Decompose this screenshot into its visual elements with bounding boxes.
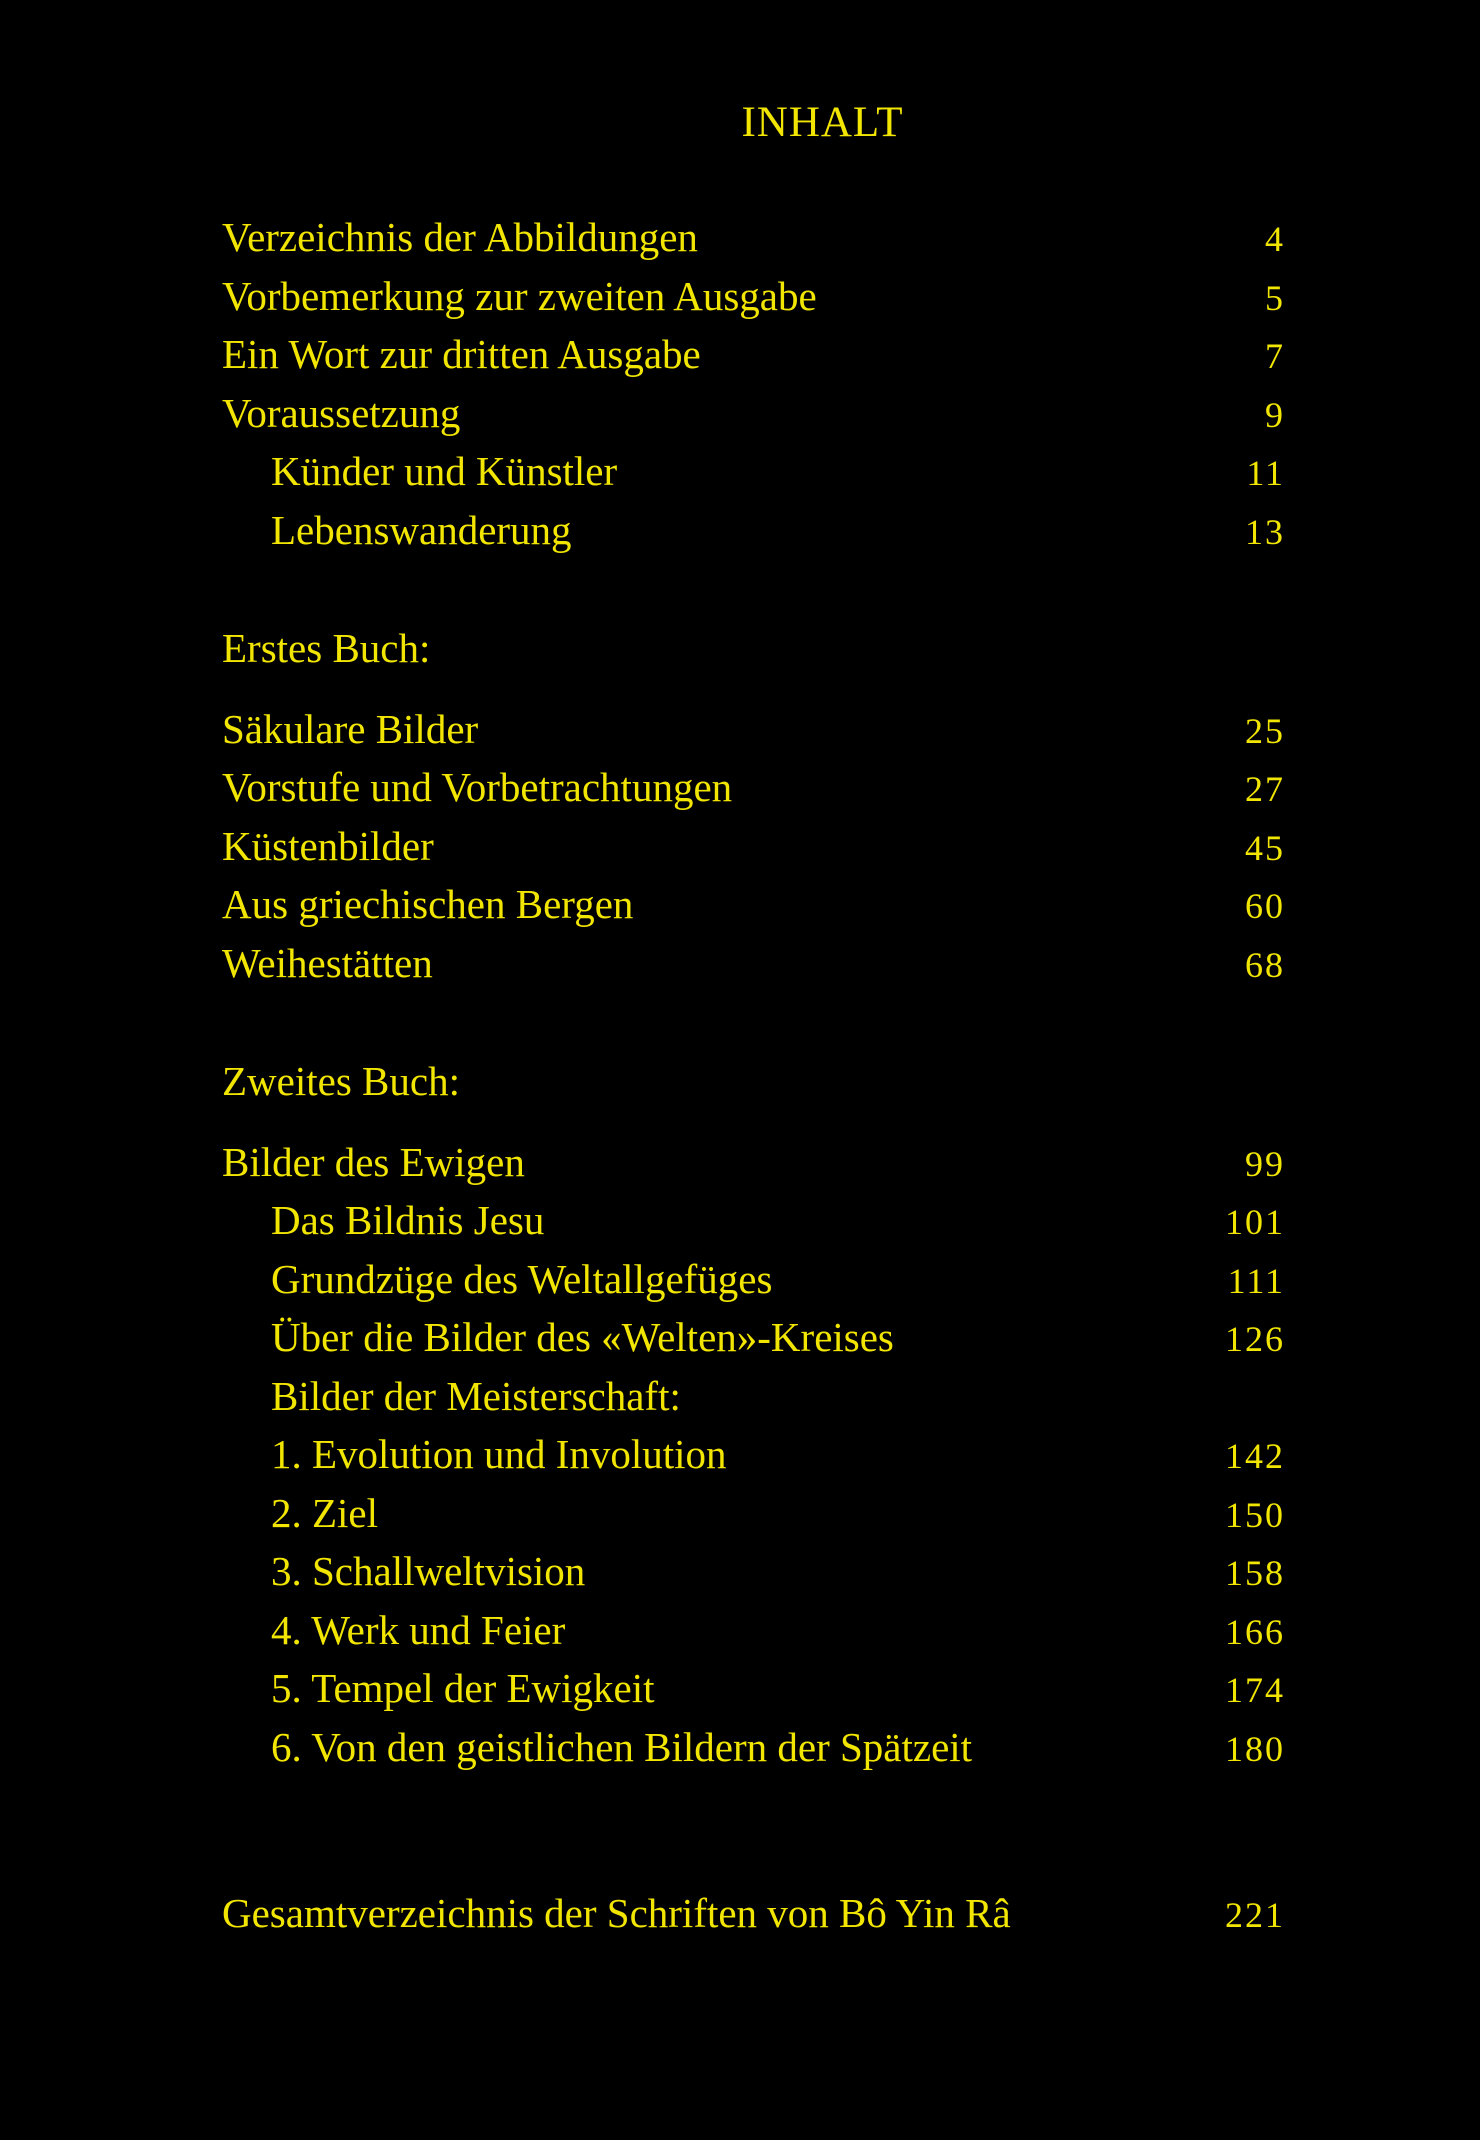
entry-page: 101 bbox=[1225, 1202, 1285, 1242]
entry-label: Vorstufe und Vorbetrachtungen bbox=[222, 764, 733, 810]
entry-label: Bilder des Ewigen bbox=[222, 1138, 525, 1185]
entry-page: 142 bbox=[1225, 1436, 1285, 1476]
toc-entry bbox=[222, 700, 1285, 759]
entry-page: 45 bbox=[1245, 827, 1285, 868]
entry-page: 11 bbox=[1246, 453, 1285, 493]
toc-entry bbox=[222, 1718, 1285, 1777]
toc-entry bbox=[222, 1367, 1285, 1426]
toc-entry bbox=[222, 325, 1285, 384]
toc-entry bbox=[222, 384, 1285, 443]
toc-entry bbox=[222, 1308, 1285, 1367]
toc-entry bbox=[222, 817, 1285, 876]
entry-page: 99 bbox=[1245, 1143, 1285, 1184]
toc-entry bbox=[222, 934, 1285, 993]
entry-label: 3. Schallweltvision bbox=[271, 1548, 586, 1594]
entry-page: 68 bbox=[1245, 944, 1285, 985]
entry-page: 126 bbox=[1225, 1319, 1285, 1359]
book2-section bbox=[222, 1052, 1285, 1776]
entry-label: Bilder der Meisterschaft: bbox=[271, 1372, 681, 1419]
entry-label: Ein Wort zur dritten Ausgabe bbox=[222, 331, 701, 377]
toc-entry bbox=[222, 1542, 1285, 1601]
book1-section bbox=[222, 619, 1285, 992]
toc-entry bbox=[222, 1659, 1285, 1718]
section-heading: Zweites Buch: bbox=[222, 1058, 460, 1104]
entry-page: 174 bbox=[1225, 1670, 1285, 1710]
toc-entry bbox=[222, 1250, 1285, 1309]
front-matter-section bbox=[222, 208, 1285, 559]
entry-page: 5 bbox=[1265, 277, 1285, 318]
toc-entry bbox=[222, 1133, 1285, 1192]
entry-page: 166 bbox=[1225, 1611, 1285, 1652]
entry-page: 13 bbox=[1245, 511, 1285, 552]
entry-page: 180 bbox=[1225, 1728, 1285, 1769]
entry-page: 111 bbox=[1227, 1260, 1285, 1301]
entry-label: Lebenswanderung bbox=[271, 506, 572, 553]
entry-label: Über die Bilder des «Welten»-Kreises bbox=[271, 1314, 894, 1360]
entry-label: Säkulare Bilder bbox=[222, 705, 479, 752]
entry-label: Künder und Künstler bbox=[271, 448, 618, 494]
table-of-contents bbox=[222, 208, 1285, 1943]
entry-page: 25 bbox=[1245, 710, 1285, 751]
toc-entry bbox=[222, 1191, 1285, 1250]
toc-entry bbox=[222, 442, 1285, 501]
entry-page: 221 bbox=[1225, 1895, 1285, 1935]
page-title: INHALT bbox=[741, 99, 904, 146]
entry-label: Voraussetzung bbox=[222, 389, 461, 436]
toc-entry bbox=[222, 1601, 1285, 1660]
entry-label: Vorbemerkung zur zweiten Ausgabe bbox=[222, 272, 817, 319]
entry-label: Küstenbilder bbox=[222, 822, 434, 869]
entry-page: 150 bbox=[1225, 1494, 1285, 1535]
entry-page: 60 bbox=[1245, 886, 1285, 926]
toc-entry bbox=[222, 501, 1285, 560]
entry-page: 9 bbox=[1265, 394, 1285, 435]
entry-page: 158 bbox=[1225, 1553, 1285, 1593]
entry-label: Grundzüge des Weltallgefüges bbox=[271, 1255, 773, 1302]
entry-label: 2. Ziel bbox=[271, 1489, 379, 1536]
entry-label: 1. Evolution und Involution bbox=[271, 1431, 727, 1477]
entry-label: 6. Von den geistlichen Bildern der Spätzeit bbox=[271, 1723, 973, 1770]
closing-entry bbox=[222, 1884, 1285, 1943]
entry-page: 4 bbox=[1265, 219, 1285, 259]
entry-label: Gesamtverzeichnis der Schriften von Bô Yin Râ bbox=[222, 1890, 1011, 1936]
toc-entry bbox=[222, 1425, 1285, 1484]
entry-label: 5. Tempel der Ewigkeit bbox=[271, 1665, 655, 1711]
entry-label: Weihestätten bbox=[222, 939, 433, 986]
toc-entry bbox=[222, 758, 1285, 817]
entry-page: 27 bbox=[1245, 769, 1285, 809]
toc-entry bbox=[222, 1484, 1285, 1543]
entry-label: 4. Werk und Feier bbox=[271, 1606, 566, 1653]
toc-entry bbox=[222, 875, 1285, 934]
entry-label: Aus griechischen Bergen bbox=[222, 881, 634, 927]
entry-label: Verzeichnis der Abbildungen bbox=[222, 214, 698, 260]
toc-entry bbox=[222, 267, 1285, 326]
section-heading: Erstes Buch: bbox=[222, 625, 431, 671]
entry-page: 7 bbox=[1265, 336, 1285, 376]
toc-entry bbox=[222, 208, 1285, 267]
entry-label: Das Bildnis Jesu bbox=[271, 1197, 545, 1243]
